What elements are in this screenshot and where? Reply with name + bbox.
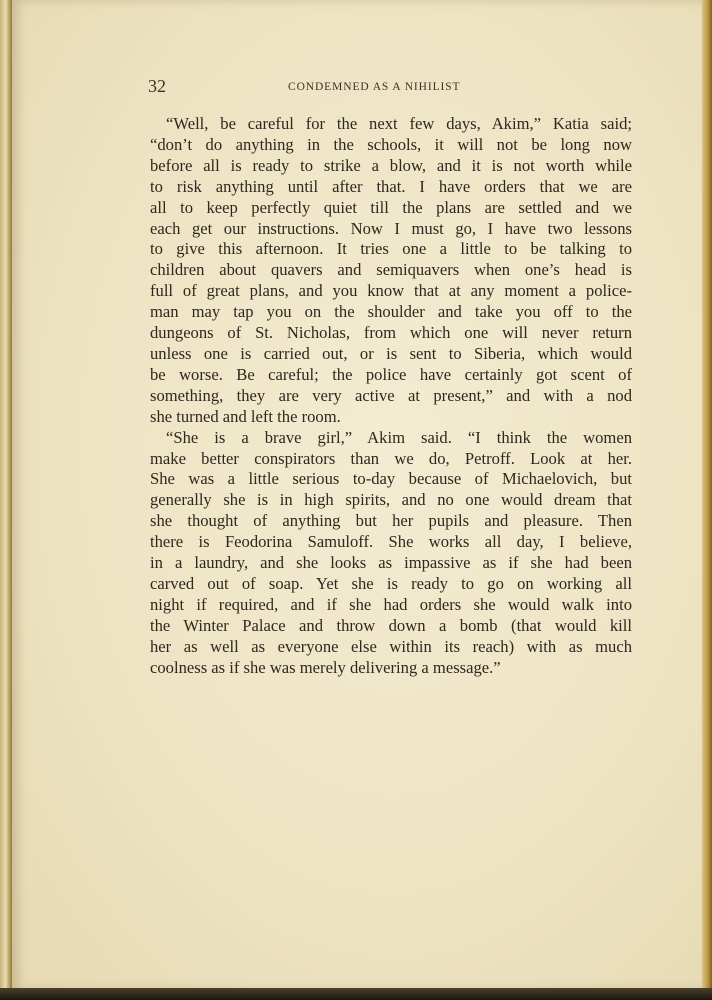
- text-line: carved out of soap. Yet she is ready to go on working all: [150, 573, 632, 593]
- text-line: dungeons of St. Nicholas, from which one will never return: [150, 323, 632, 343]
- text-line: make better conspirators than we do, Petroff. Look at her.: [150, 448, 632, 468]
- text-line: she thought of anything but her pupils and pleasure. Then: [150, 511, 632, 531]
- text-line: full of great plans, and you know that at any moment a police-: [150, 281, 632, 301]
- text-line: in a laundry, and she looks as impassive as if she had been: [150, 553, 632, 573]
- text-line: her as well as everyone else within its reach) with as much: [150, 636, 632, 656]
- text-line: there is Feodorina Samuloff. She works all day, I believe,: [150, 532, 632, 552]
- book-bottom-edge: [0, 988, 712, 1000]
- text-line: children about quavers and semiquavers when one’s head is: [150, 260, 632, 280]
- running-head: CONDEMNED AS A NIHILIST: [288, 81, 461, 93]
- text-line: be worse. Be careful; the police have certainly got scent of: [150, 364, 632, 384]
- text-line: generally she is in high spirits, and no one would dream that: [150, 490, 632, 510]
- text-line: to give this afternoon. It tries one a little to be talking to: [150, 239, 632, 259]
- page-header: [148, 76, 488, 98]
- text-line: man may tap you on the shoulder and take you off to the: [150, 302, 632, 322]
- text-line: “She is a brave girl,” Akim said. “I think the women: [166, 427, 632, 447]
- text-line: something, they are very active at present,” and with a nod: [150, 385, 632, 405]
- text-line: each get our instructions. Now I must go, I have two lessons: [150, 218, 632, 238]
- text-line: all to keep perfectly quiet till the plans are settled and we: [150, 197, 632, 217]
- text-line: the Winter Palace and throw down a bomb (that would kill: [150, 615, 632, 635]
- paragraph: [150, 114, 632, 428]
- text-line: before all is ready to strike a blow, and it is not worth while: [150, 155, 632, 175]
- text-line: to risk anything until after that. I have orders that we are: [150, 176, 632, 196]
- text-line: unless one is carried out, or is sent to Siberia, which would: [150, 343, 632, 363]
- text-line: night if required, and if she had orders she would walk into: [150, 594, 632, 614]
- text-line: She was a little serious to-day because of Michaelovich, but: [150, 469, 632, 489]
- body-text: [150, 114, 632, 678]
- text-line: “don’t do anything in the schools, it will not be long now: [150, 134, 632, 154]
- book-cover-edge: [702, 0, 712, 1000]
- text-line: coolness as if she was merely delivering a message.”: [150, 657, 501, 677]
- text-line: “Well, be careful for the next few days, Akim,” Katia said;: [166, 114, 632, 133]
- text-line: she turned and left the room.: [150, 406, 341, 426]
- paragraph: [150, 428, 632, 679]
- page-number: 32: [148, 76, 166, 96]
